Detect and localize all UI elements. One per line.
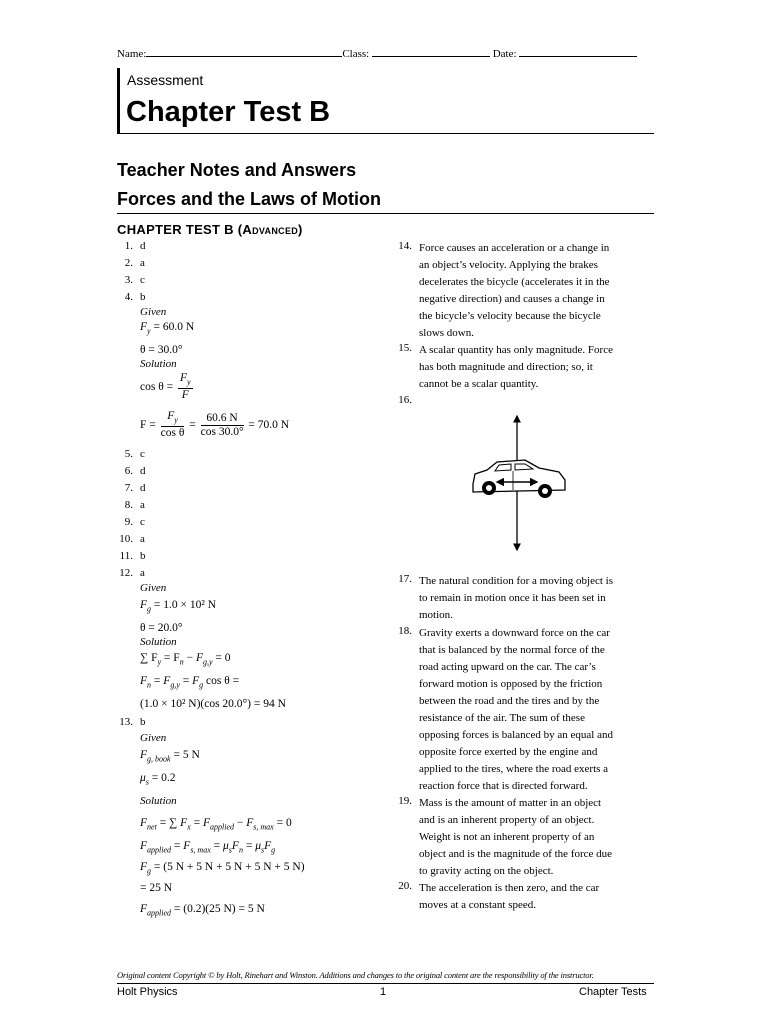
answer-line: an object’s velocity. Applying the brakes [419,259,598,271]
answer-line: The acceleration is then zero, and the car [419,882,600,894]
answer-value: b [140,550,146,562]
subtitle-divider [117,213,654,214]
q4-solution-cos: cos θ = $\frac{F_y}{F}$ [140,372,191,402]
q13-given-fg-book: $F_{g, book} = 5$ N [140,749,200,764]
answer-value: d [140,482,146,494]
answer-value: d [140,240,146,252]
q12-sum-symbol: ∑ F [140,652,158,664]
answer-line: cannot be a scalar quantity. [419,378,539,390]
answer-number: 2. [124,257,133,269]
name-blank [146,46,342,57]
class-blank [372,46,490,57]
title-divider [117,133,654,134]
answer-number: 17. [398,573,412,585]
answer-line: opposing forces is balanced by an equal and [419,729,613,741]
answer-line: Weight is not an inherent property of an [419,831,595,843]
answer-number: 8. [124,499,133,511]
answer-line: reaction force that is directed forward. [419,780,588,792]
section-heading-smallcaps: Advanced [242,222,299,237]
q4-numerator: 60.6 N [201,412,244,426]
answer-line: applied to the tires, where the road exerts a [419,763,609,775]
page-title: Chapter Test B [126,96,331,128]
answer-19-text [419,795,655,880]
answer-line: road acting upward on the car. The car’s [419,661,596,673]
q4-solution-f: F = $\frac{F_y}{\text{cos θ}}$ = $\frac{60.6 N}{\cos 30.0^\circ}$ = 70.0 N [140,410,290,440]
q12-fn-end: cos θ = [206,675,240,687]
answer-value: d [140,465,146,477]
answer-line: and is an inherent property of an object. [419,814,595,826]
answer-line: the bicycle’s velocity because the bicycle [419,310,601,322]
q13-final-value: = (0.2)(25 N) = 5 N [173,903,265,915]
q4-f-lhs: F = [140,418,156,431]
answer-line: moves at a constant speed. [419,899,536,911]
answer-line: object and is the magnitude of the force due [419,848,613,860]
answer-number: 6. [124,465,133,477]
q13-fnet-end: = 0 [276,817,292,829]
q12-given-theta: θ = 20.0° [140,622,183,634]
q13-given-mu-value: = 0.2 [151,772,176,784]
q12-solution-fn: $F_n = F_{g,y} = F_g$ cos θ = [140,675,240,690]
q4-given-theta: θ = 30.0° [140,344,183,356]
name-label: Name: [117,48,147,60]
q4-given-fy: $F_y = 60.0$ N [140,321,195,336]
answer-line: The natural condition for a moving object is [419,575,613,587]
solution-label: Solution [140,358,177,370]
answer-line: to remain in motion once it has been set in [419,592,606,604]
q12-given-fg: $F_g = 1.0 \times 10^2$ N [140,599,217,614]
q12-solution-sum: ∑ $F_y = F_n - F_{g,y} = 0$ [140,652,231,667]
answer-line: between the road and the tires and by the [419,695,600,707]
student-info-line [117,46,657,60]
car-icon [473,460,565,498]
answer-value: a [140,257,145,269]
solution-label: Solution [140,636,177,648]
given-label: Given [140,582,167,594]
answer-number: 10. [119,533,133,545]
answer-number: 7. [124,482,133,494]
answer-line: slows down. [419,327,475,339]
given-label: Given [140,732,167,744]
q13-fg-sum: = (5 N + 5 N + 5 N + 5 N + 5 N) [153,861,305,873]
date-blank [519,46,637,57]
footer-book-title: Holt Physics [117,986,178,998]
answer-value: a [140,533,145,545]
answer-number: 5. [124,448,133,460]
q4-result: = 70.0 N [248,418,290,431]
answer-line: decelerates the bicycle (accelerates it in the [419,276,610,288]
answer-value: a [140,567,145,579]
answer-number: 18. [398,625,412,637]
answer-18-text [419,625,655,795]
solution-label: Solution [140,795,177,807]
q12-sum-eq: = F [163,652,180,664]
car-force-diagram [465,410,575,556]
q4-cos-theta: cos θ [160,427,185,440]
footer-section: Chapter Tests [579,986,647,998]
q13-given-fg-value: = 5 N [173,749,200,761]
section-heading-main: CHAPTER TEST B ( [117,222,243,237]
answer-15-text [419,342,655,393]
answer-number: 9. [124,516,133,528]
answer-number: 11. [119,550,133,562]
answer-17-text [419,573,655,624]
answer-14-text [419,240,655,342]
answer-number: 20. [398,880,412,892]
q4-given-fy-value: = 60.0 N [153,321,195,333]
answer-line: forward motion is opposed by the friction [419,678,603,690]
assessment-label: Assessment [127,72,204,88]
q13-given-mu: $\mu_s = 0.2$ [140,772,176,787]
q13-solution-fapplied: $F_{applied} = F_{s, max} = \mu_sF_n = \mu_sF_g$ [140,840,276,855]
answer-line: negative direction) and causes a change in [419,293,605,305]
q4-denominator: cos 30.0° [200,425,244,438]
section-heading [117,222,303,237]
q13-solution-fg-total: = 25 N [140,882,173,894]
answer-line: Gravity exerts a downward force on the car [419,627,610,639]
answer-20-text [419,880,655,914]
answer-value: c [140,448,145,460]
q13-solution-fg: $F_g = (5$ N + 5 N + 5 N + 5 N + 5 N) [140,861,305,876]
section-heading-close: ) [298,222,303,237]
answer-value: b [140,716,146,728]
answer-number: 16. [398,394,412,406]
answer-line: to gravity acting on the object. [419,865,554,877]
q4-cos-lhs: cos θ = [140,380,174,393]
date-label: Date: [492,48,517,60]
answer-number: 19. [398,795,412,807]
q12-solution-result: (1.0 × 10² N)(cos 20.0°) = 94 N [140,698,286,710]
answer-line: motion. [419,609,453,621]
q12-given-fg-value: = 1.0 × 10² N [153,599,217,611]
answer-line: that is balanced by the normal force of the [419,644,605,656]
answer-number: 15. [398,342,412,354]
answer-line: opposite force exerted by the engine and [419,746,598,758]
answer-value: c [140,516,145,528]
footer-divider [117,983,654,984]
answer-value: b [140,291,146,303]
answer-value: a [140,499,145,511]
q13-solution-final: $F_{applied} = (0.2)(25$ N) = 5 N [140,903,265,918]
answer-line: A scalar quantity has only magnitude. Force [419,344,613,356]
answer-number: 4. [124,291,133,303]
q12-sum-end: = 0 [215,652,231,664]
answer-number: 3. [124,274,133,286]
q13-solution-fnet: $F_{net}$ = ∑ $F_x = F_{applied} - F_{s, max} = 0$ [140,817,292,832]
answer-number: 14. [398,240,412,252]
title-bar-decoration [117,68,120,134]
answer-line: Mass is the amount of matter in an object [419,797,602,809]
subtitle-teacher-notes: Teacher Notes and Answers [117,160,357,180]
copyright-notice: Original content Copyright © by Holt, Rinehart and Winston. Additions and changes to the original content are the responsibility of the instructor. [117,970,594,980]
class-label: Class: [342,48,370,60]
answer-line: Force causes an acceleration or a change in [419,242,610,254]
footer-page-number: 1 [380,986,387,998]
answer-number: 13. [119,716,133,728]
answer-line: has both magnitude and direction; so, it [419,361,593,373]
answer-line: resistance of the air. The sum of these [419,712,585,724]
answer-number: 12. [119,567,133,579]
given-label: Given [140,306,167,318]
answer-number: 1. [124,240,133,252]
answer-value: c [140,274,145,286]
subtitle-topic: Forces and the Laws of Motion [117,189,382,209]
